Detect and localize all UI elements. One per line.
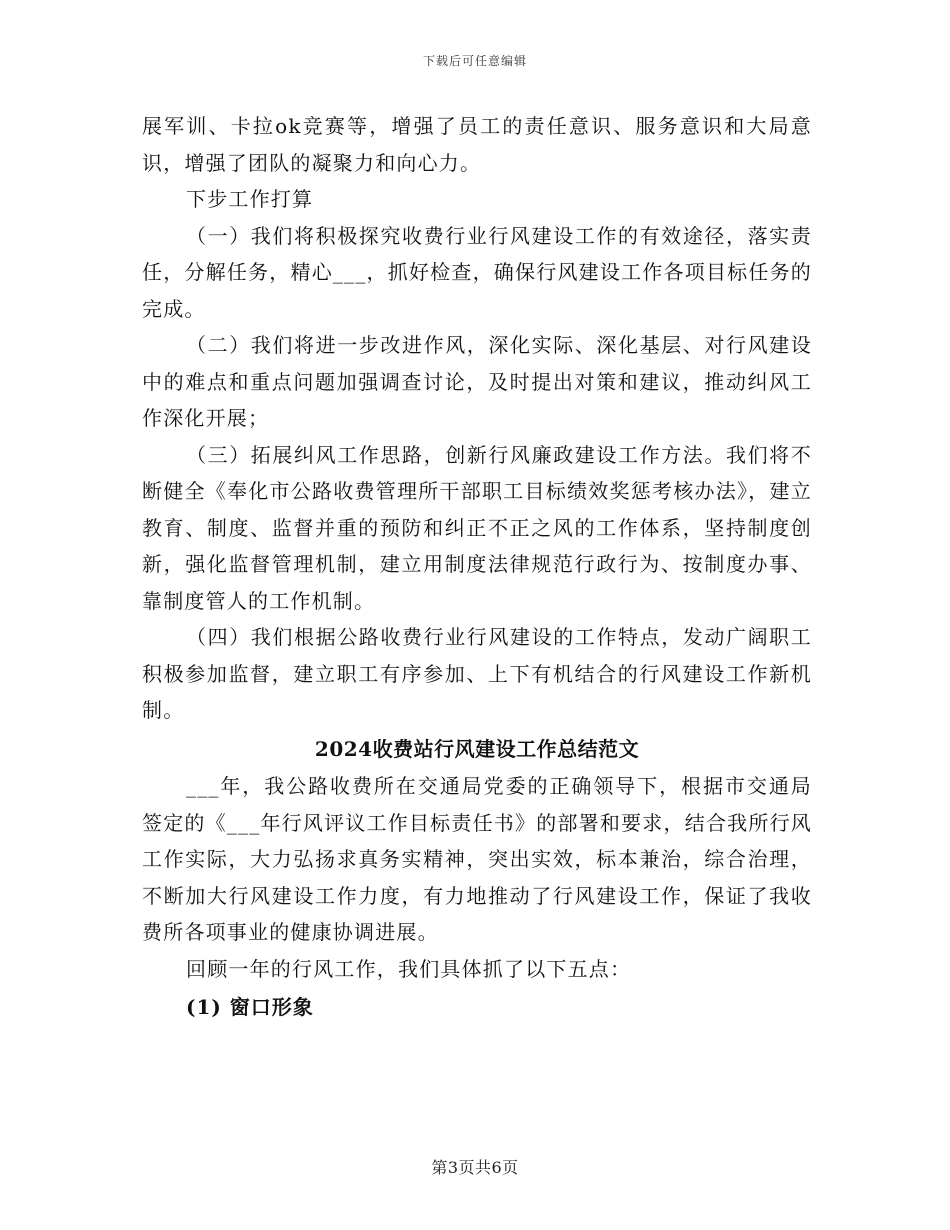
section-title: 2024收费站行风建设工作总结范文	[314, 736, 640, 761]
paragraph-review: 回顾一年的行风工作，我们具体抓了以下五点：	[186, 956, 632, 981]
page-number: 第3页共6页	[431, 1158, 519, 1177]
document-body	[142, 108, 812, 1027]
paragraph-next-steps-heading: 下步工作打算	[186, 187, 314, 211]
paragraph-plan-3: （三）拓展纠风工作思路，创新行风廉政建设工作方法。我们将不断健全《奉化市公路收费管理所干部职工目标绩效奖惩考核办法》，建立教育、制度、监督并重的预防和纠正不正之风的工作体系，坚持制度创新，强化监督管理机制，建立用制度法律规范行政行为、按制度办事、靠制度管人的工作机制。	[142, 442, 812, 613]
paragraph-plan-2: （二）我们将进一步改进作风，深化实际、深化基层、对行风建设中的难点和重点问题加强调查讨论，及时提出对策和建议，推动纠风工作深化开展；	[142, 333, 812, 430]
paragraph-plan-1: （一）我们将积极探究收费行业行风建设工作的有效途径，落实责任，分解任务，精心___，抓好检查，确保行风建设工作各项目标任务的完成。	[142, 223, 812, 321]
sub-heading-window-image: (1) 窗口形象	[186, 995, 314, 1019]
paragraph-continued: 展军训、卡拉ok竞赛等，增强了员工的责任意识、服务意识和大局意识，增强了团队的凝聚力和向心力。	[142, 114, 812, 175]
paragraph-plan-4: （四）我们根据公路收费行业行风建设的工作特点，发动广阔职工积极参加监督，建立职工有序参加、上下有机结合的行风建设工作新机制。	[142, 625, 812, 722]
header-note: 下载后可任意编辑	[422, 54, 527, 68]
paragraph-summary-intro: ___年，我公路收费所在交通局党委的正确领导下，根据市交通局签定的《___年行风评议工作目标责任书》的部署和要求，结合我所行风工作实际，大力弘扬求真务实精神，突出实效，标本兼治，综合治理，不断加大行风建设工作力度，有力地推动了行风建设工作，保证了我收费所各项事业的健康协调进展。	[142, 774, 812, 944]
